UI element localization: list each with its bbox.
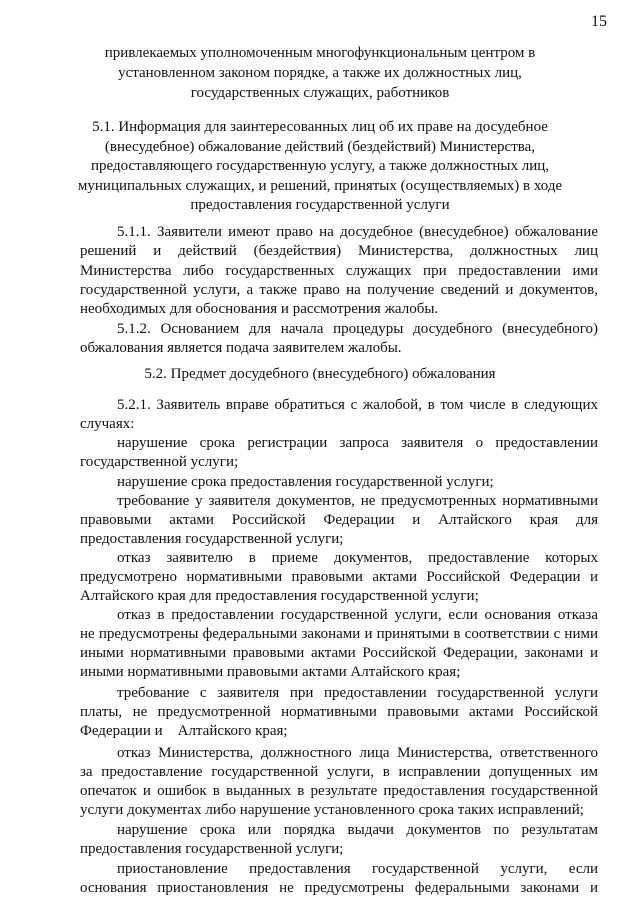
list-item-line: не предусмотрены федеральными законами и принятыми в соответствии с ними — [80, 626, 598, 642]
paragraph-line: 5.1.2. Основанием для начала процедуры досудебного (внесудебного) — [117, 321, 598, 337]
list-item-line: отказ заявителю в приеме документов, предоставление которых — [117, 550, 598, 566]
list-item-line: предоставления государственной услуги; — [80, 841, 344, 857]
section-title: 5.2. Предмет досудебного (внесудебного) обжалования — [144, 366, 496, 382]
list-item-line: государственной услуги; — [80, 454, 239, 470]
list-item-line: иными нормативными правовыми актами Российской Федерации, законами и — [80, 645, 598, 661]
section-title-line: предоставляющего государственную услугу, а также должностных лиц, — [90, 158, 550, 174]
list-item-line: нарушение срока или порядка выдачи документов по результатам — [117, 822, 598, 838]
list-item-line: основания приостановления не предусмотрены федеральными законами и — [80, 880, 598, 896]
paragraph-line: случаях: — [80, 416, 135, 432]
section-title-line: муниципальных служащих, и решений, принятых (осуществляемых) в ходе — [77, 178, 563, 194]
list-item-line: опечаток и ошибок в выданных в результате предоставления государственной — [80, 783, 598, 799]
list-item-line: нарушение срока регистрации запроса заявителя о предоставлении — [117, 435, 598, 451]
list-item-line: предоставления государственной услуги; — [80, 531, 344, 547]
list-item-line: требование у заявителя документов, не предусмотренных нормативными — [117, 493, 598, 509]
paragraph-line: решений и действий (бездействия) Министерства, должностных лиц — [80, 243, 598, 259]
list-item-line: приостановление предоставления государственной услуги, если — [117, 861, 598, 877]
paragraph-line: 5.1.1. Заявители имеют право на досудебное (внесудебное) обжалование — [117, 224, 598, 240]
paragraph-line: 5.2.1. Заявитель вправе обратиться с жалобой, в том числе в следующих — [117, 397, 598, 413]
list-item-line: отказ Министерства, должностного лица Министерства, ответственного — [117, 745, 598, 761]
list-item-line: предусмотрено нормативными правовыми актами Российской Федерации и — [80, 569, 598, 585]
paragraph-line: Министерства либо государственных служащих при предоставлении ими — [80, 263, 598, 279]
header-line: государственных служащих, работников — [190, 85, 450, 101]
paragraph-line: обжалования является подача заявителем жалобы. — [80, 340, 402, 356]
section-title-line: 5.1. Информация для заинтересованных лиц об их праве на досудебное — [92, 119, 548, 135]
list-item-line: Федерации и Алтайского края; — [80, 723, 288, 739]
section-title-line: (внесудебное) обжалование действий (бездействий) Министерства, — [104, 139, 536, 155]
list-item-line: услуги документах либо нарушение установленного срока таких исправлений; — [80, 802, 584, 818]
list-item-line: правовыми актами Российской Федерации и Алтайского края для — [80, 512, 598, 528]
list-item-line: Алтайского края для предоставления государственной услуги; — [80, 588, 479, 604]
list-item-line: требование с заявителя при предоставлении государственной услуги — [117, 685, 598, 701]
header-line: установленном законом порядке, а также их должностных лиц, — [118, 65, 522, 81]
header-line: привлекаемых уполномоченным многофункциональным центром в — [104, 45, 536, 61]
list-item-line: нарушение срока предоставления государственной услуги; — [117, 474, 494, 490]
paragraph-line: государственной услуги, а также право на получение сведений и документов, — [80, 282, 598, 298]
section-title-line: предоставления государственной услуги — [190, 197, 450, 213]
paragraph-line: необходимых для обоснования и рассмотрения жалобы. — [80, 301, 439, 317]
list-item-line: за предоставление государственной услуги, в исправлении допущенных им — [80, 764, 598, 780]
list-item-line: иными нормативными правовыми актами Алтайского края; — [80, 664, 461, 680]
list-item-line: платы, не предусмотренной нормативными правовыми актами Российской — [80, 704, 598, 720]
list-item-line: отказ в предоставлении государственной услуги, если основания отказа — [117, 607, 598, 623]
page-number: 15 — [591, 13, 607, 30]
